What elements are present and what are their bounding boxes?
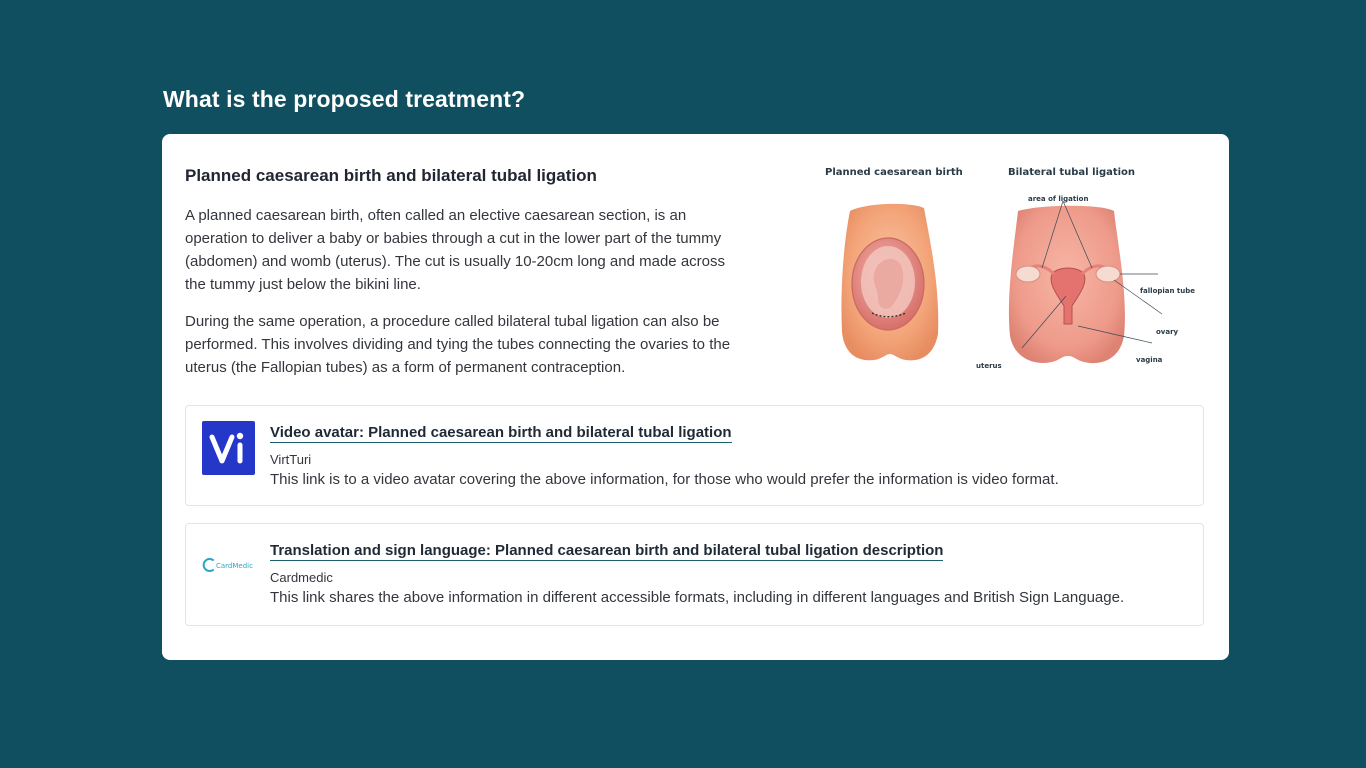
translation-source: Cardmedic [270, 570, 333, 585]
label-fallopian-tube: fallopian tube [1140, 287, 1196, 295]
label-area-of-ligation: area of ligation [1028, 195, 1089, 203]
treatment-paragraph-1: A planned caesarean birth, often called an elective caesarean section, is an operation to deliver a baby or babies through a cut in the lower part of the tummy (abdomen) and womb (uterus). The cut is usually 10-20cm long and made across the tummy just below the bikini line. [185, 207, 725, 293]
ligation-figure [1009, 201, 1162, 363]
translation-description: This link shares the above information in different accessible formats, including in different languages and British Sign Language. [270, 589, 1125, 606]
treatment-card [162, 134, 1229, 660]
ligation-caption: Bilateral tubal ligation [1008, 167, 1136, 178]
anatomy-illustration [802, 156, 1202, 381]
translation-link[interactable]: Translation and sign language: Planned caesarean birth and bilateral tubal ligation description [270, 542, 944, 559]
video-avatar-link[interactable]: Video avatar: Planned caesarean birth and bilateral tubal ligation [270, 424, 732, 441]
video-avatar-description: This link is to a video avatar covering the above information, for those who would prefer the information is video format. [270, 471, 1059, 488]
video-avatar-link-card[interactable] [185, 405, 1204, 506]
cardmedic-logo [202, 554, 258, 576]
video-avatar-source: VirtTuri [270, 452, 312, 467]
label-vagina: vagina [1136, 356, 1163, 364]
section-title: What is the proposed treatment? [163, 86, 526, 112]
caesarean-figure [841, 204, 938, 361]
caesarean-caption: Planned caesarean birth [825, 167, 963, 178]
treatment-paragraph-2: During the same operation, a procedure called bilateral tubal ligation can also be performed. This involves dividing and tying the tubes connecting the ovaries to the uterus (the Fallopian tubes) as a form of permanent contraception. [185, 313, 731, 376]
virtturi-logo [202, 421, 255, 475]
cardmedic-logo-text: CardMedic [216, 562, 253, 570]
translation-link-card[interactable] [185, 523, 1204, 626]
treatment-title: Planned caesarean birth and bilateral tubal ligation [185, 166, 597, 185]
label-uterus: uterus [976, 362, 1002, 370]
label-ovary: ovary [1156, 328, 1179, 336]
